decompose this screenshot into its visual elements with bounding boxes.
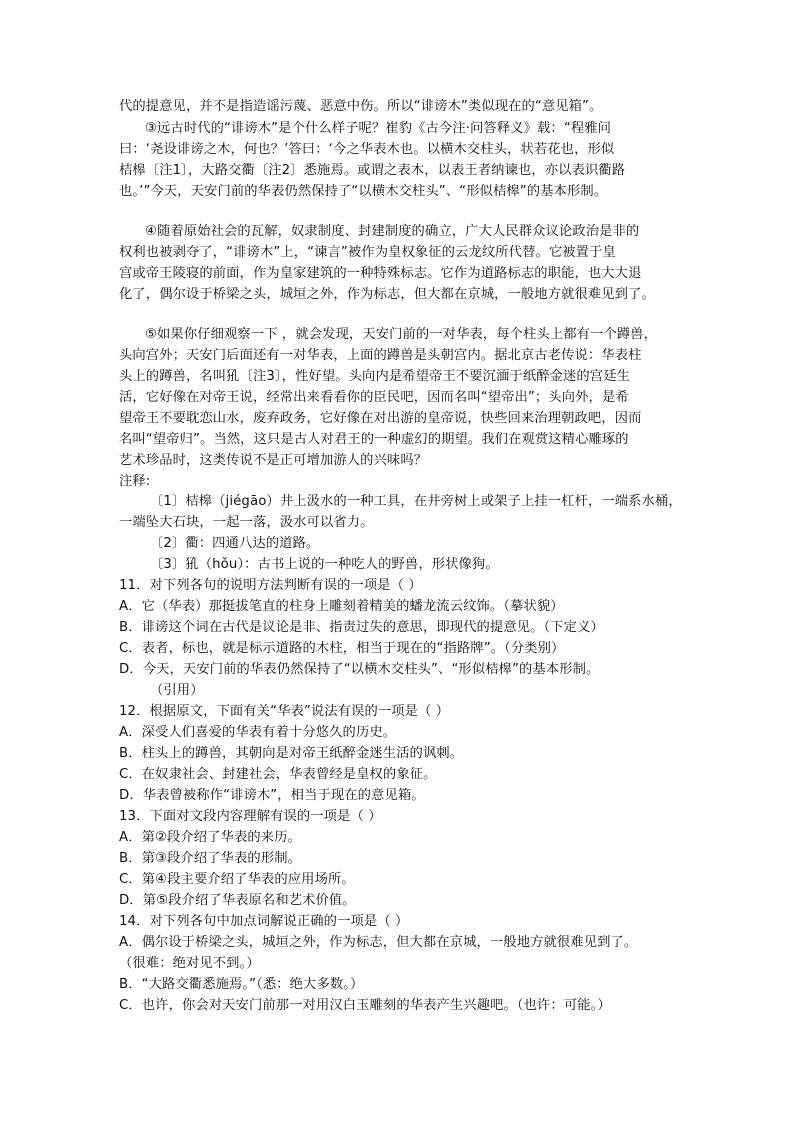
passage-p5-line: 头上的蹲兽，名叫犼〔注3〕，性好望。头向内是希望帝王不要沉湎于纸醉金迷的宫廷生 xyxy=(119,369,630,384)
question-11-option-a: A．它（华表）那挺拔笔直的柱身上雕刻着精美的蟠龙流云纹饰。（摹状貌） xyxy=(119,599,564,614)
passage-p4-line: 化了，偶尔设于桥梁之头，城垣之外，作为标志，但大都在京城，一般地方就很难见到了。 xyxy=(119,287,655,302)
passage-p5-line: 名叫“望帝归”。当然，这只是古人对君王的一种虚幻的期望。我们在观赏这精心雕琢的 xyxy=(119,432,629,447)
passage-p3-line: 桔槔〔注1〕，大路交衢〔注2〕悉施焉。或谓之表木，以表王者纳谏也，亦以表识衢路 xyxy=(119,163,626,178)
question-14-option-a: A．偶尔设于桥梁之头，城垣之外，作为标志，但大都在京城，一般地方就很难见到了。 xyxy=(119,935,638,950)
question-14-option-c: C．也许，你会对天安门前那一对用汉白玉雕刻的华表产生兴趣吧。（也许：可能。） xyxy=(119,998,611,1013)
question-12-stem: 12．根据原文，下面有关“华表”说法有误的一项是（ ） xyxy=(119,704,450,719)
question-11-option-d: D．今天，天安门前的华表仍然保持了“以横木交柱头”、“形似桔槔”的基本形制。 xyxy=(119,662,600,677)
passage-p4-line: 宫或帝王陵寝的前面，作为皇家建筑的一种特殊标志。它作为道路标志的职能，也大大退 xyxy=(119,266,642,281)
question-12-option-b: B．柱头上的蹲兽，其朝向是对帝王纸醉金迷生活的讽刺。 xyxy=(119,746,464,761)
passage-p4-line: 权利也被剥夺了，“诽谤木”上，“谏言”被作为皇权象征的云龙纹所代替。它被置于皇 xyxy=(119,245,616,260)
question-14-stem: 14．对下列各句中加点词解说正确的一项是（ ） xyxy=(119,914,409,929)
question-14-option-b: B．“大路交衢悉施焉。”（悉：绝大多数。） xyxy=(119,977,364,992)
question-13-option-a: A．第②段介绍了华表的来历。 xyxy=(119,830,301,845)
question-11-stem: 11．对下列各句的说明方法判断有误的一项是（ ） xyxy=(119,578,422,593)
question-12-option-a: A．深受人们喜爱的华表有着十分悠久的历史。 xyxy=(119,725,397,740)
passage-p5-line: ⑤如果你仔细观察一下 ，就会发现，天安门前的一对华表，每个柱头上都有一个蹲兽， xyxy=(145,327,658,342)
note-3: 〔3〕犼（hǒu）：古书上说的一种吃人的野兽，形状像狗。 xyxy=(150,557,499,572)
question-14-option-a-cont: （很难：绝对见不到。） xyxy=(119,956,260,971)
question-12-option-c: C．在奴隶社会、封建社会，华表曾经是皇权的象征。 xyxy=(119,767,437,782)
question-11-option-b: B．诽谤这个词在古代是议论是非、指责过失的意思，即现代的提意见。（下定义） xyxy=(119,620,604,635)
question-13-option-d: D．第⑤段介绍了华表原名和艺术价值。 xyxy=(119,893,356,908)
question-11-option-d-cont: （引用） xyxy=(150,683,204,698)
passage-p3-line: ③远古时代的“诽谤木”是个什么样子呢？崔豹《古今注·问答释义》载：“程雅问 xyxy=(145,121,612,136)
passage-p5-line: 艺术珍品时，这类传说不是正可增加游人的兴味吗？ xyxy=(119,453,428,468)
passage-p3-line: 曰：‘尧设诽谤之木，何也？’答曰：‘今之华表木也。以横木交柱头，状若花也，形似 xyxy=(119,142,615,157)
passage-p5-line: 望帝王不要耽恋山水，废弃政务，它好像在对出游的皇帝说，快些回来治理朝政吧，因而 xyxy=(119,411,642,426)
question-13-stem: 13．下面对文段内容理解有误的一项是（ ） xyxy=(119,809,382,824)
passage-p5-line: 头向宫外；天安门后面还有一对华表，上面的蹲兽是头朝宫内。据北京古老传说：华表柱 xyxy=(119,348,642,363)
note-1-cont: 一端坠大石块，一起一落，汲水可以省力。 xyxy=(119,515,374,530)
question-12-option-d: D．华表曾被称作“诽谤木”，相当于现在的意见箱。 xyxy=(119,788,425,803)
question-13-option-c: C．第④段主要介绍了华表的应用场所。 xyxy=(119,872,355,887)
passage-p4-line: ④随着原始社会的瓦解，奴隶制度、封建制度的确立，广大人民群众议论政治是非的 xyxy=(145,224,640,239)
note-1: 〔1〕桔槔（jiégāo）井上汲水的一种工具，在井旁树上或架子上挂一杠杆，一端系水桶， xyxy=(150,494,682,509)
question-11-option-c: C．表者，标也，就是标示道路的木柱，相当于现在的“指路牌”。（分类别） xyxy=(119,641,565,656)
passage-p3-line: 也。’”今天，天安门前的华表仍然保持了“以横木交柱头”、“形似桔槔”的基本形制。 xyxy=(119,184,608,199)
passage-p2-tail: 代的提意见，并不是指造谣污蔑、恶意中伤。所以“诽谤木”类似现在的“意见箱”。 xyxy=(119,99,603,114)
passage-p5-line: 活，它好像在对帝王说，经常出来看看你的臣民吧，因而名叫“望帝出”；头向外，是希 xyxy=(119,390,629,405)
note-2: 〔2〕衢：四通八达的道路。 xyxy=(150,536,320,551)
notes-heading: 注释: xyxy=(119,474,151,489)
question-13-option-b: B．第③段介绍了华表的形制。 xyxy=(119,851,302,866)
